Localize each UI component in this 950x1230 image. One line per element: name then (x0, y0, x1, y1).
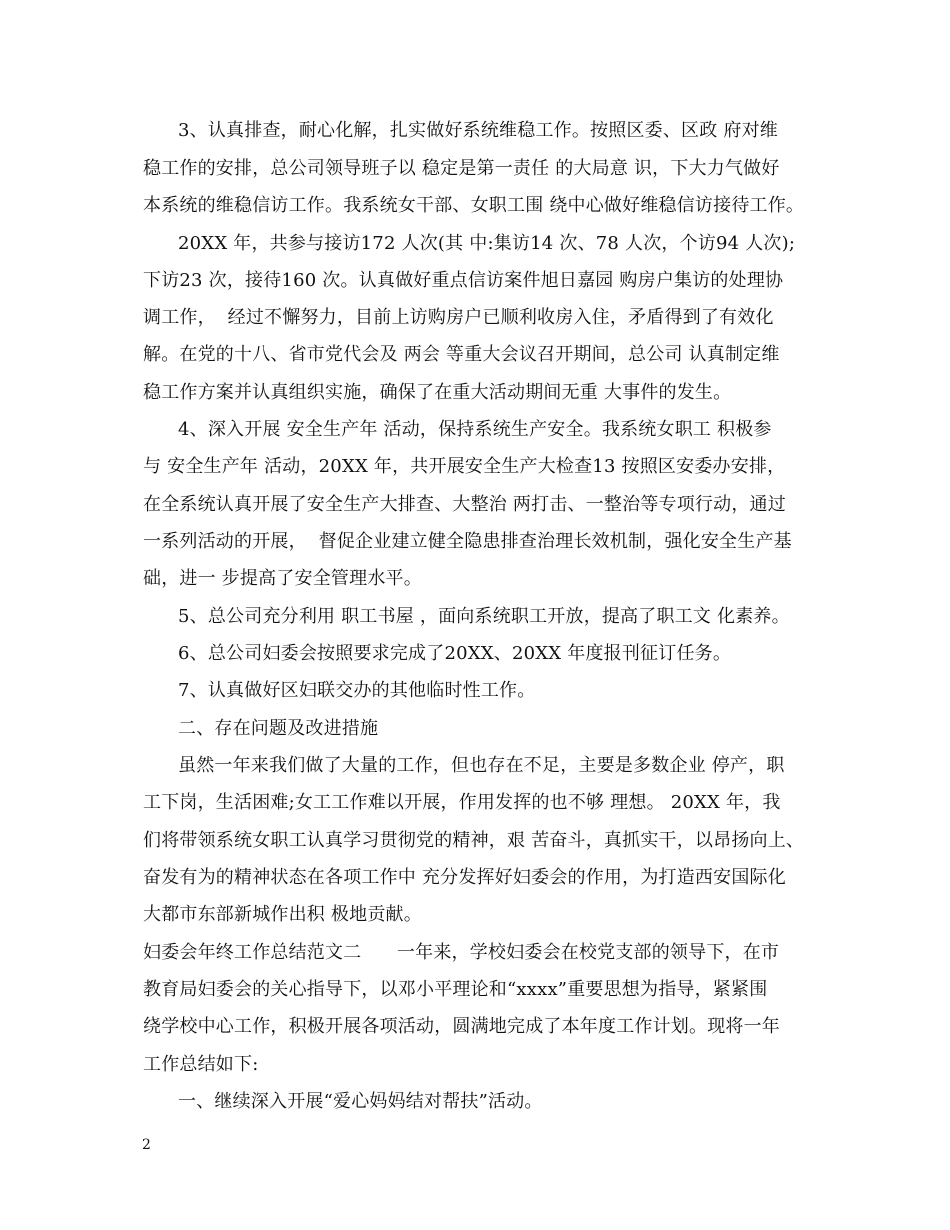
paragraph-line-3: 本系统的维稳信访工作。我系统女干部、女职工围 绕中心做好维稳信访接待工作。 (143, 195, 805, 216)
paragraph-line-5: 下访23 次，接待160 次。认真做好重点信访案件旭日嘉园 购房户集访的处理协 (143, 270, 784, 291)
section-heading: 二、存在问题及改进措施 (178, 718, 379, 739)
paragraph-line-15: 6、总公司妇委会按照要求完成了20XX、20XX 年度报刊征订任务。 (178, 643, 732, 664)
paragraph-line-12: 一系列活动的开展， 督促企业建立健全隐患排查治理长效机制，强化安全生产基 (143, 531, 792, 552)
document-title-line: 妇委会年终工作总结范文二 一年来，学校妇委会在校党支部的领导下，在市 (143, 942, 780, 963)
paragraph-line-24: 教育局妇委会的关心指导下，以邓小平理论和“xxxx”重要思想为指导，紧紧围 (143, 979, 768, 1000)
paragraph-line-10: 与 安全生产年 活动，20XX 年，共开展安全生产大检查13 按照区安委办安排， (143, 456, 786, 477)
paragraph-line-18: 虽然一年来我们做了大量的工作，但也存在不足，主要是多数企业 停产，职 (178, 755, 785, 776)
paragraph-line-16: 7、认真做好区妇联交办的其他临时性工作。 (178, 680, 536, 701)
paragraph-line-8: 稳工作方案并认真组织实施，确保了在重大活动期间无重 大事件的发生。 (143, 382, 732, 403)
page-number: 2 (142, 1137, 151, 1153)
paragraph-line-13: 础，进一 步提高了安全管理水平。 (143, 568, 422, 589)
paragraph-line-1: 3、认真排查，耐心化解，扎实做好系统维稳工作。按照区委、区政 府对维 (178, 120, 778, 141)
paragraph-line-7: 解。在党的十八、省市党代会及 两会 等重大会议召开期间，总公司 认真制定维 (143, 344, 780, 365)
paragraph-line-2: 稳工作的安排，总公司领导班子以 稳定是第一责任 的大局意 识，下大力气做好 (143, 158, 780, 179)
paragraph-line-25: 绕学校中心工作，积极开展各项活动，圆满地完成了本年度工作计划。现将一年 (143, 1016, 780, 1037)
paragraph-line-11: 在全系统认真开展了安全生产大排查、大整治 两打击、一整治等专项行动，通过 (143, 494, 786, 515)
paragraph-line-20: 们将带领系统女职工认真学习贯彻党的精神，艰 苦奋斗，真抓实干，以昂扬向上、 (143, 830, 805, 851)
paragraph-line-22: 大都市东部新城作出积 极地贡献。 (143, 904, 422, 925)
paragraph-line-4: 20XX 年，共参与接访172 人次(其 中:集访14 次、78 人次，个访94 人次); (178, 233, 796, 254)
paragraph-line-21: 奋发有为的精神状态在各项工作中 充分发挥好妇委会的作用，为打造西安国际化 (143, 867, 786, 888)
paragraph-line-27: 一、继续深入开展“爱心妈妈结对帮扶”活动。 (178, 1091, 543, 1112)
paragraph-line-19: 工下岗，生活困难;女工工作难以开展，作用发挥的也不够 理想。 20XX 年，我 (143, 792, 781, 813)
paragraph-line-26: 工作总结如下: (143, 1054, 259, 1075)
paragraph-line-9: 4、深入开展 安全生产年 活动，保持系统生产安全。我系统女职工 积极参 (178, 419, 772, 440)
paragraph-line-6: 调工作， 经过不懈努力，目前上访购房户已顺利收房入住，矛盾得到了有效化 (143, 307, 774, 328)
paragraph-line-14: 5、总公司充分利用 职工书屋 ，面向系统职工开放，提高了职工文 化素养。 (178, 606, 790, 627)
